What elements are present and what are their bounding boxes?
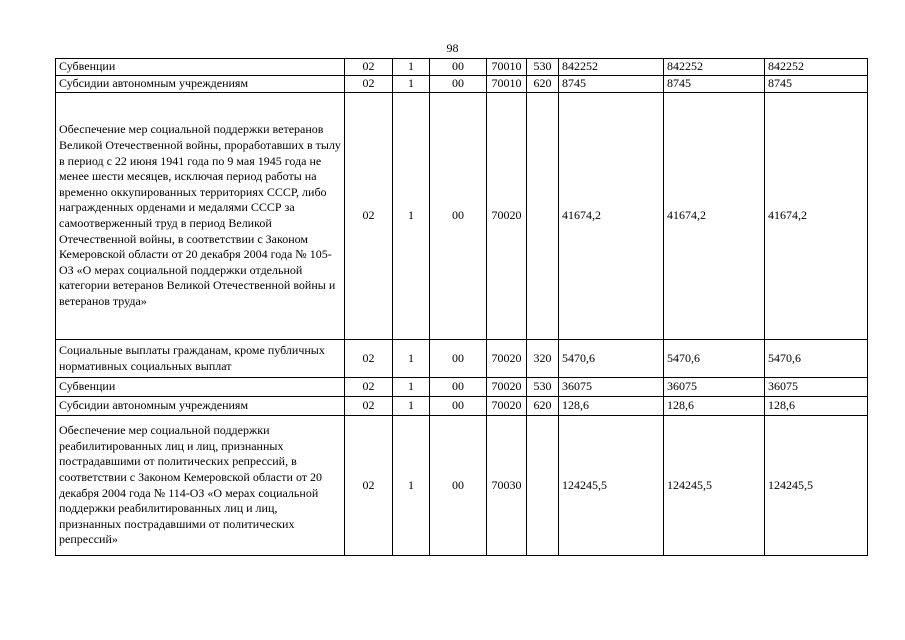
budget-table [55, 58, 868, 556]
amount-year-3: 124245,5 [765, 416, 868, 556]
amount-year-3: 36075 [765, 378, 868, 397]
expense-type-code [527, 93, 559, 340]
program-code: 00 [430, 76, 487, 93]
amount-year-2: 41674,2 [664, 93, 765, 340]
row-name: Субвенции [56, 378, 345, 397]
program-code: 00 [430, 59, 487, 76]
article-code: 70030 [487, 416, 527, 556]
article-code: 70010 [487, 76, 527, 93]
program-code: 00 [430, 340, 487, 378]
table-row [56, 93, 868, 340]
table-row [56, 416, 868, 556]
subsection-code: 1 [393, 397, 430, 416]
section-code: 02 [345, 416, 393, 556]
article-code: 70020 [487, 340, 527, 378]
amount-year-2: 36075 [664, 378, 765, 397]
article-code: 70020 [487, 93, 527, 340]
table-row [56, 340, 868, 378]
amount-year-1: 124245,5 [559, 416, 664, 556]
row-name: Социальные выплаты гражданам, кроме публичных нормативных социальных выплат [56, 340, 345, 378]
amount-year-2: 128,6 [664, 397, 765, 416]
amount-year-2: 124245,5 [664, 416, 765, 556]
section-code: 02 [345, 378, 393, 397]
amount-year-1: 41674,2 [559, 93, 664, 340]
amount-year-2: 842252 [664, 59, 765, 76]
table-row [56, 59, 868, 76]
section-code: 02 [345, 76, 393, 93]
row-name: Субвенции [56, 59, 345, 76]
program-code: 00 [430, 93, 487, 340]
amount-year-3: 41674,2 [765, 93, 868, 340]
amount-year-1: 5470,6 [559, 340, 664, 378]
section-code: 02 [345, 93, 393, 340]
program-code: 00 [430, 378, 487, 397]
article-code: 70020 [487, 378, 527, 397]
program-code: 00 [430, 416, 487, 556]
amount-year-2: 5470,6 [664, 340, 765, 378]
amount-year-3: 5470,6 [765, 340, 868, 378]
amount-year-1: 36075 [559, 378, 664, 397]
row-name: Обеспечение мер социальной поддержки реабилитированных лиц и лиц, признанных пострадавшими от политических репрессий, в соответствии с Законом Кемеровской области от 20 декабря 2004 года № 114-ОЗ «О мерах социальной поддержки реабилитированных лиц и лиц, признанных пострадавшими от политических репрессий» [56, 416, 345, 556]
subsection-code: 1 [393, 93, 430, 340]
subsection-code: 1 [393, 59, 430, 76]
page-number: 98 [446, 41, 459, 55]
amount-year-1: 8745 [559, 76, 664, 93]
section-code: 02 [345, 397, 393, 416]
row-name: Субсидии автономным учреждениям [56, 397, 345, 416]
table-row [56, 397, 868, 416]
amount-year-2: 8745 [664, 76, 765, 93]
article-code: 70010 [487, 59, 527, 76]
subsection-code: 1 [393, 378, 430, 397]
table-row [56, 76, 868, 93]
expense-type-code: 620 [527, 397, 559, 416]
amount-year-1: 128,6 [559, 397, 664, 416]
subsection-code: 1 [393, 416, 430, 556]
expense-type-code: 530 [527, 59, 559, 76]
expense-type-code: 530 [527, 378, 559, 397]
subsection-code: 1 [393, 340, 430, 378]
subsection-code: 1 [393, 76, 430, 93]
expense-type-code [527, 416, 559, 556]
expense-type-code: 320 [527, 340, 559, 378]
article-code: 70020 [487, 397, 527, 416]
table-row [56, 378, 868, 397]
section-code: 02 [345, 340, 393, 378]
program-code: 00 [430, 397, 487, 416]
section-code: 02 [345, 59, 393, 76]
expense-type-code: 620 [527, 76, 559, 93]
amount-year-1: 842252 [559, 59, 664, 76]
amount-year-3: 8745 [765, 76, 868, 93]
row-name: Субсидии автономным учреждениям [56, 76, 345, 93]
amount-year-3: 842252 [765, 59, 868, 76]
row-name: Обеспечение мер социальной поддержки ветеранов Великой Отечественной войны, проработавших в тылу в период с 22 июня 1941 года по 9 мая 1945 года не менее шести месяцев, исключая период работы на временно оккупированных территориях СССР, либо награжденных орденами и медалями СССР за самоотверженный труд в период Великой Отечественной войны, в соответствии с Законом Кемеровской области от 20 декабря 2004 года № 105-ОЗ «О мерах социальной поддержки отдельной категории ветеранов Великой Отечественной войны и ветеранов труда» [56, 93, 345, 340]
amount-year-3: 128,6 [765, 397, 868, 416]
